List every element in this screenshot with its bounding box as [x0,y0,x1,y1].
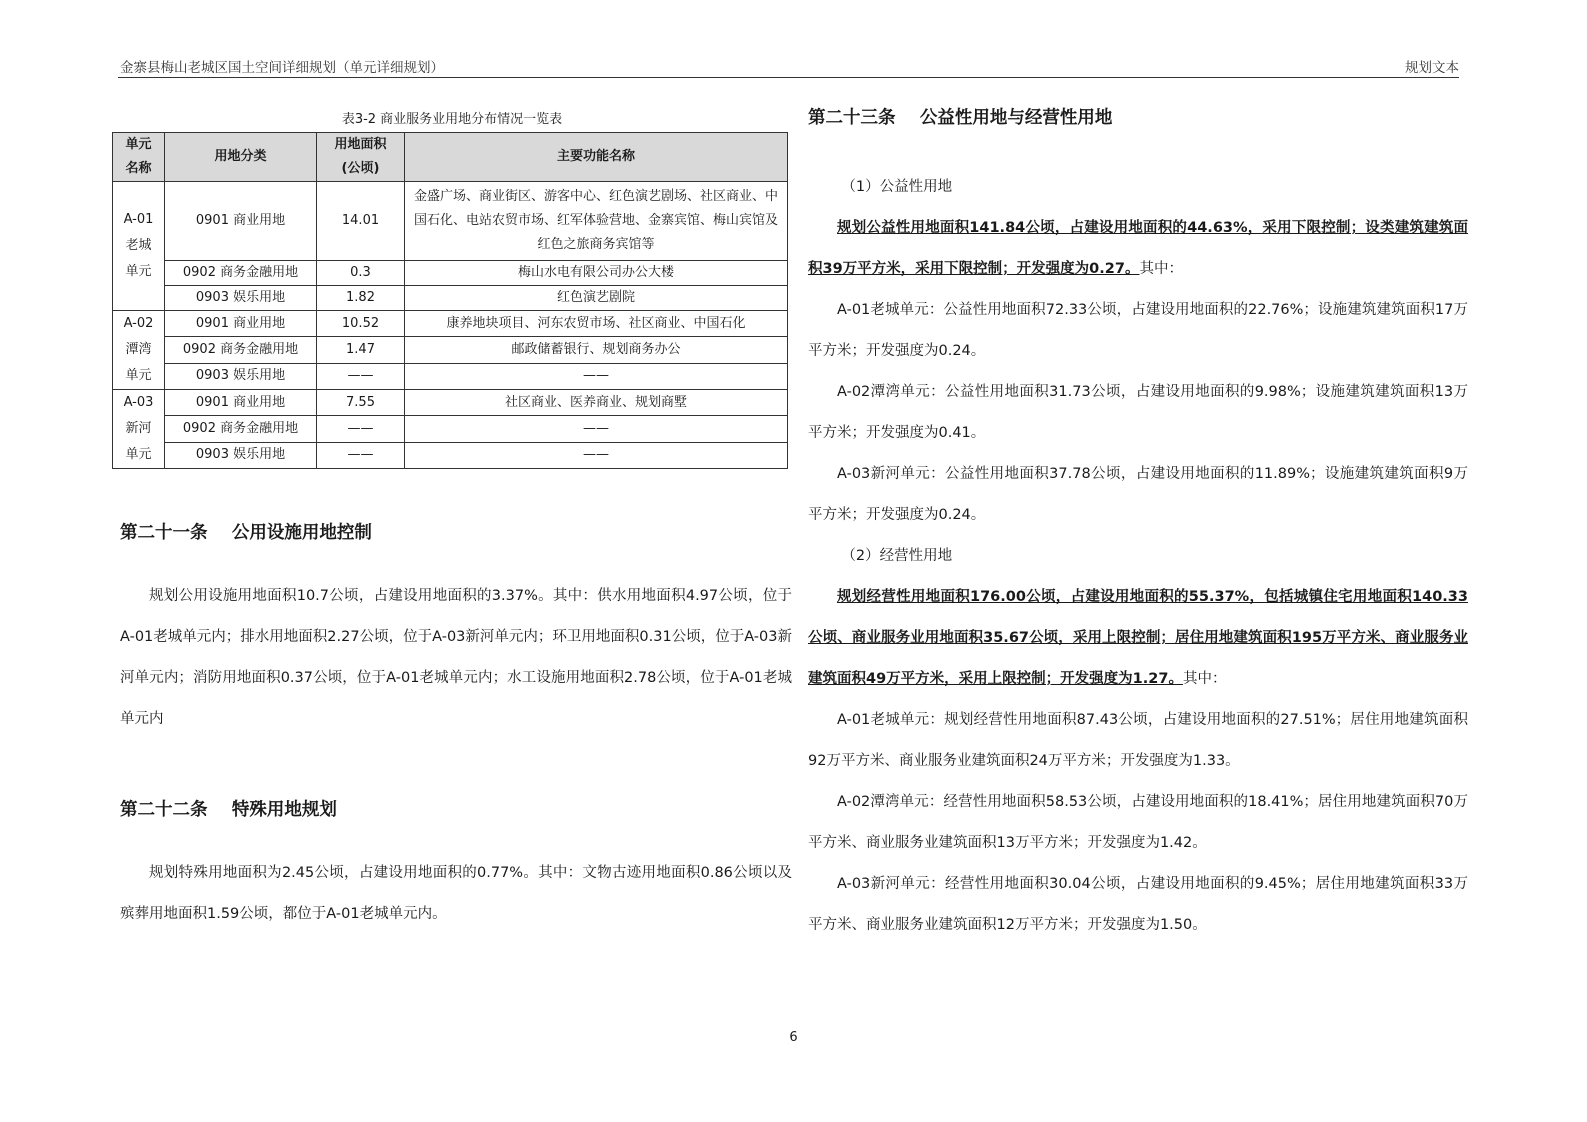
function-cell: 梅山水电有限公司办公大楼 [405,261,788,286]
table-row [113,416,788,442]
function-cell: —— [405,442,788,468]
table-caption: 表3-2 商业服务业用地分布情况一览表 [341,112,563,127]
public-land-a01: A-01老城单元：公益性用地面积72.33公顷，占建设用地面积的22.76%；设施建筑建筑面积17万平方米；开发强度为0.24。 [808,302,1468,359]
section-commercial-land-summary: 规划经营性用地面积176.00公顷，占建设用地面积的55.37%，包括城镇住宅用地面积140.33公顷、商业服务业用地面积35.67公顷，采用上限控制；居住用地建筑面积195万平方米、商业服务业建筑面积49万平方米，采用上限控制；开发强度为1.27。其中： [808,589,1468,687]
page-number: 6 [789,1030,798,1045]
area-cell: 1.82 [317,286,405,311]
area-cell: —— [317,442,405,468]
category-cell: 0901 商业用地 [165,182,317,261]
area-cell: 14.01 [317,182,405,261]
area-cell: —— [317,416,405,442]
right-column [808,104,1468,946]
section-commercial-land-title: （2）经营性用地 [841,548,953,564]
running-header-title: 金寨县梅山老城区国土空间详细规划（单元详细规划） [120,60,444,76]
function-cell: —— [405,416,788,442]
unit-cell-a02: A-02 潭湾 单元 [113,311,165,390]
article-21-heading: 第二十一条 公用设施用地控制 [120,523,372,543]
function-cell: 邮政储蓄银行、规划商务办公 [405,337,788,363]
table-row [113,261,788,286]
category-cell: 0903 娱乐用地 [165,286,317,311]
area-cell: 7.55 [317,390,405,416]
article-23-heading: 第二十三条 公益性用地与经营性用地 [808,108,1113,128]
table-header-row [113,133,788,182]
table-row [113,286,788,311]
function-cell: 金盛广场、商业街区、游客中心、红色演艺剧场、社区商业、中国石化、电站农贸市场、红军体验营地、金寨宾馆、梅山宾馆及红色之旅商务宾馆等 [405,182,788,261]
section-public-land-summary: 规划公益性用地面积141.84公顷，占建设用地面积的44.63%，采用下限控制；设类建筑建筑面积39万平方米，采用下限控制；开发强度为0.27。其中： [808,220,1468,277]
header-area: 用地面积 (公顷) [317,133,405,182]
function-cell: 康养地块项目、河东农贸市场、社区商业、中国石化 [405,311,788,337]
unit-cell-a01: A-01 老城 单元 [113,182,165,311]
header-unit: 单元 名称 [113,133,165,182]
category-cell: 0902 商务金融用地 [165,337,317,363]
category-cell: 0902 商务金融用地 [165,416,317,442]
public-land-a03: A-03新河单元：公益性用地面积37.78公顷，占建设用地面积的11.89%；设施建筑建筑面积9万平方米；开发强度为0.24。 [808,466,1468,523]
section-public-land-title: （1）公益性用地 [841,179,953,195]
category-cell: 0903 娱乐用地 [165,363,317,389]
area-cell: 0.3 [317,261,405,286]
table-row [113,390,788,416]
function-cell: —— [405,363,788,389]
left-column [112,108,792,935]
article-21-body: 规划公用设施用地面积10.7公顷，占建设用地面积的3.37%。其中：供水用地面积4.97公顷，位于A-01老城单元内；排水用地面积2.27公顷，位于A-03新河单元内；环卫用地面积0.31公顷，位于A-03新河单元内；消防用地面积0.37公顷，位于A-01老城单元内；水工设施用地面积2.78公顷，位于A-01老城单元内 [120,588,792,727]
commercial-land-a01: A-01老城单元：规划经营性用地面积87.43公顷，占建设用地面积的27.51%；居住用地建筑面积92万平方米、商业服务业建筑面积24万平方米；开发强度为1.33。 [808,712,1468,769]
function-cell: 社区商业、医养商业、规划商墅 [405,390,788,416]
function-cell: 红色演艺剧院 [405,286,788,311]
table-row [113,442,788,468]
unit-cell-a03: A-03 新河 单元 [113,390,165,469]
commercial-land-a02: A-02潭湾单元：经营性用地面积58.53公顷，占建设用地面积的18.41%；居住用地建筑面积70万平方米、商业服务业建筑面积13万平方米；开发强度为1.42。 [808,794,1468,851]
table-row [113,182,788,261]
table-row [113,337,788,363]
category-cell: 0903 娱乐用地 [165,442,317,468]
category-cell: 0901 商业用地 [165,390,317,416]
area-cell: 10.52 [317,311,405,337]
article-22-heading: 第二十二条 特殊用地规划 [120,800,337,820]
commercial-land-a03: A-03新河单元：经营性用地面积30.04公顷，占建设用地面积的9.45%；居住用地建筑面积33万平方米、商业服务业建筑面积12万平方米；开发强度为1.50。 [808,876,1468,933]
header-category: 用地分类 [165,133,317,182]
table-row [113,363,788,389]
area-cell: 1.47 [317,337,405,363]
category-cell: 0902 商务金融用地 [165,261,317,286]
table-row [113,311,788,337]
commercial-land-table [112,132,788,469]
header-function: 主要功能名称 [405,133,788,182]
area-cell: —— [317,363,405,389]
article-22-body: 规划特殊用地面积为2.45公顷，占建设用地面积的0.77%。其中：文物古迹用地面积0.86公顷以及殡葬用地面积1.59公顷，都位于A-01老城单元内。 [120,865,792,922]
running-header-doc-type: 规划文本 [1405,60,1459,76]
public-land-a02: A-02潭湾单元：公益性用地面积31.73公顷，占建设用地面积的9.98%；设施建筑建筑面积13万平方米；开发强度为0.41。 [808,384,1468,441]
category-cell: 0901 商业用地 [165,311,317,337]
header-rule [118,77,1459,78]
